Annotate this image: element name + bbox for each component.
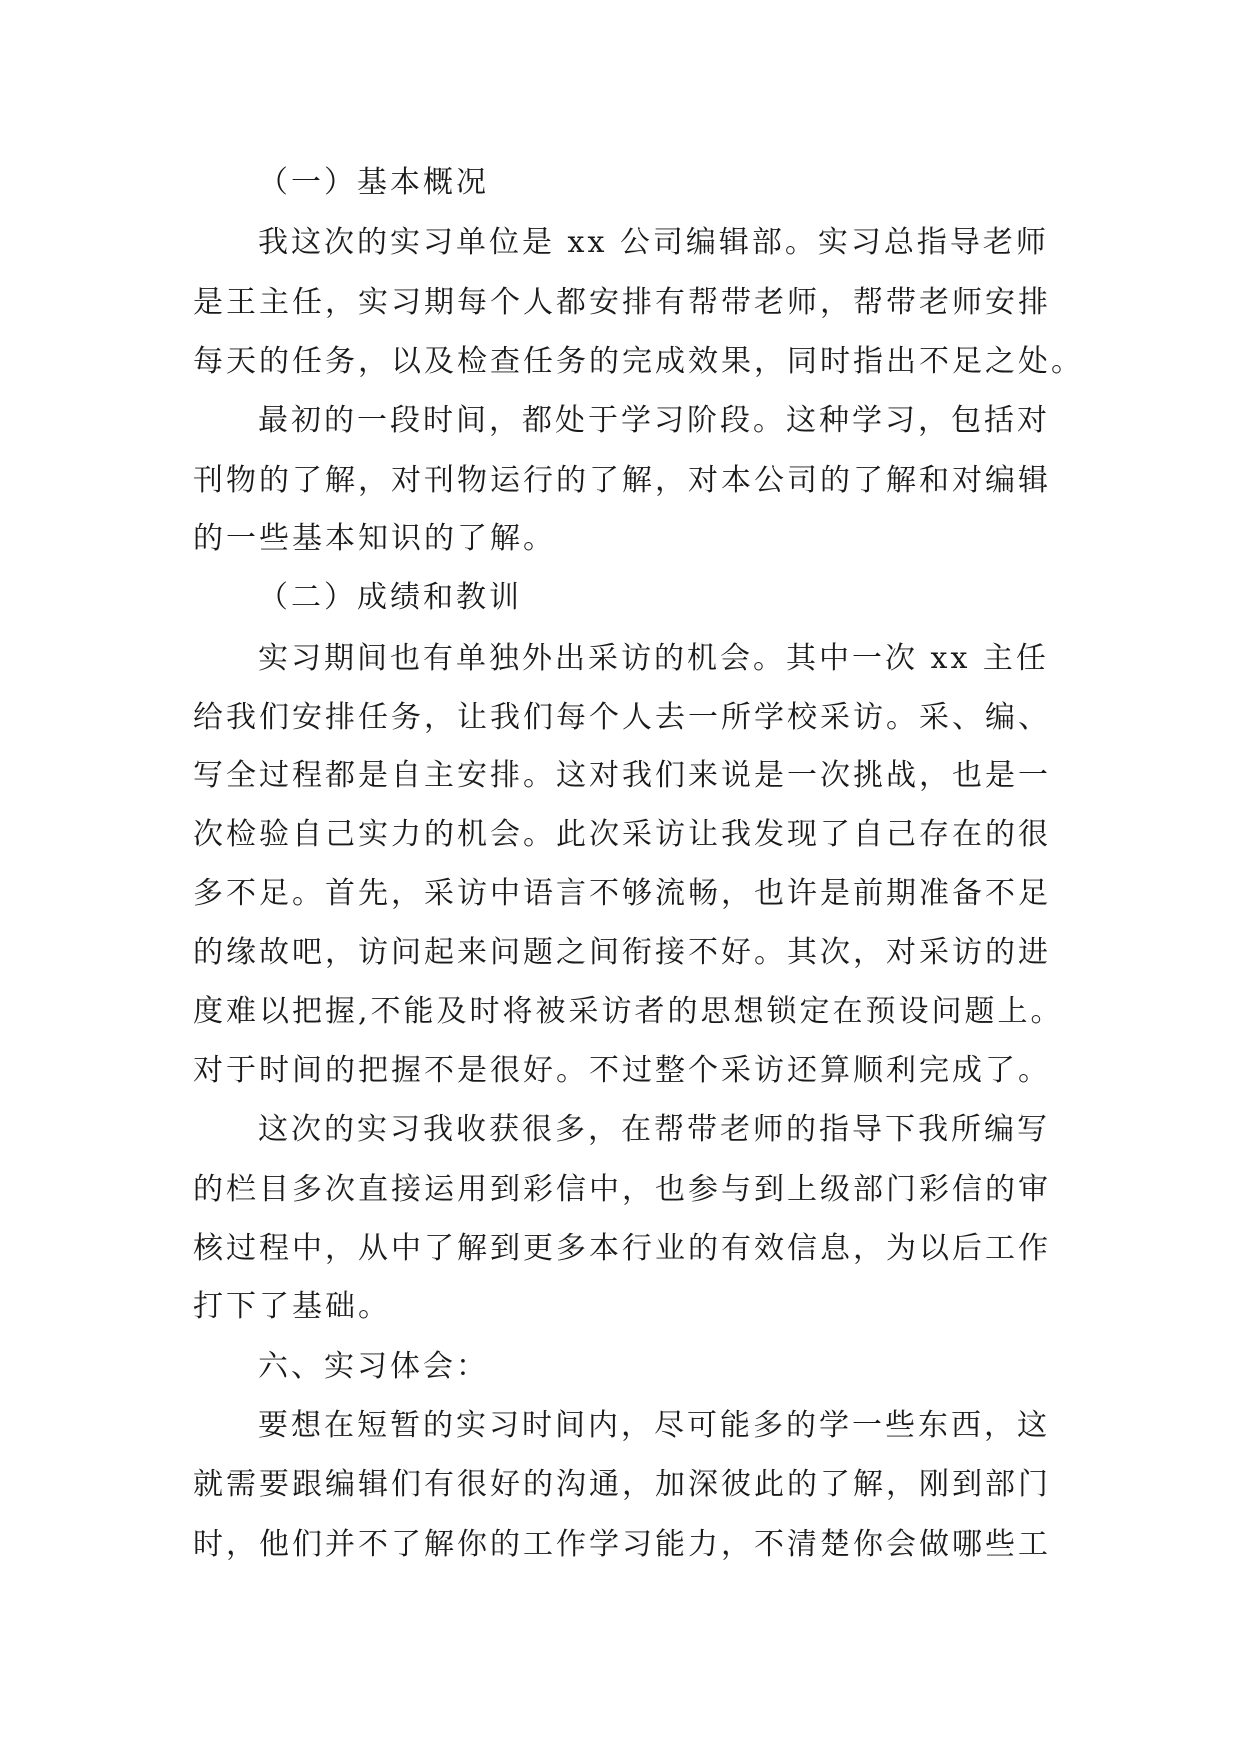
paragraph-line: 实习期间也有单独外出采访的机会。其中一次 xx 主任	[258, 641, 1049, 676]
paragraph-line: 是王主任，实习期每个人都安排有帮带老师，帮带老师安排	[193, 285, 1051, 320]
heading-results-lessons: （二）成绩和教训	[258, 580, 522, 615]
paragraph-line: 最初的一段时间，都处于学习阶段。这种学习，包括对	[258, 403, 1050, 438]
paragraph-line: 这次的实习我收获很多，在帮带老师的指导下我所编写	[258, 1112, 1050, 1147]
paragraph-line: 次检验自己实力的机会。此次采访让我发现了自己存在的很	[193, 817, 1051, 852]
paragraph-line: 给我们安排任务，让我们每个人去一所学校采访。采、编、	[193, 700, 1051, 735]
paragraph-line: 多不足。首先，采访中语言不够流畅，也许是前期准备不足	[193, 876, 1051, 911]
paragraph-line: 每天的任务，以及检查任务的完成效果，同时指出不足之处。	[193, 344, 1084, 379]
paragraph-line: 核过程中，从中了解到更多本行业的有效信息，为以后工作	[193, 1231, 1051, 1266]
paragraph-line: 的缘故吧，访问起来问题之间衔接不好。其次，对采访的进	[193, 935, 1051, 970]
paragraph-line: 时，他们并不了解你的工作学习能力，不清楚你会做哪些工	[193, 1527, 1051, 1562]
paragraph-line: 的栏目多次直接运用到彩信中，也参与到上级部门彩信的审	[193, 1172, 1051, 1207]
paragraph-line: 打下了基础。	[193, 1289, 391, 1324]
paragraph-line: 刊物的了解，对刊物运行的了解，对本公司的了解和对编辑	[193, 463, 1051, 498]
paragraph-line: 我这次的实习单位是 xx 公司编辑部。实习总指导老师	[258, 225, 1049, 260]
heading-basic-overview: （一）基本概况	[258, 165, 489, 200]
paragraph-line: 的一些基本知识的了解。	[193, 521, 556, 556]
paragraph-line: 就需要跟编辑们有很好的沟通，加深彼此的了解，刚到部门	[193, 1467, 1051, 1502]
paragraph-line: 度难以把握,不能及时将被采访者的思想锁定在预设问题上。	[193, 994, 1064, 1029]
heading-internship-reflections: 六、实习体会：	[258, 1349, 489, 1384]
paragraph-line: 写全过程都是自主安排。这对我们来说是一次挑战，也是一	[193, 758, 1051, 793]
paragraph-line: 对于时间的把握不是很好。不过整个采访还算顺利完成了。	[193, 1053, 1051, 1088]
paragraph-line: 要想在短暂的实习时间内，尽可能多的学一些东西，这	[258, 1408, 1050, 1443]
